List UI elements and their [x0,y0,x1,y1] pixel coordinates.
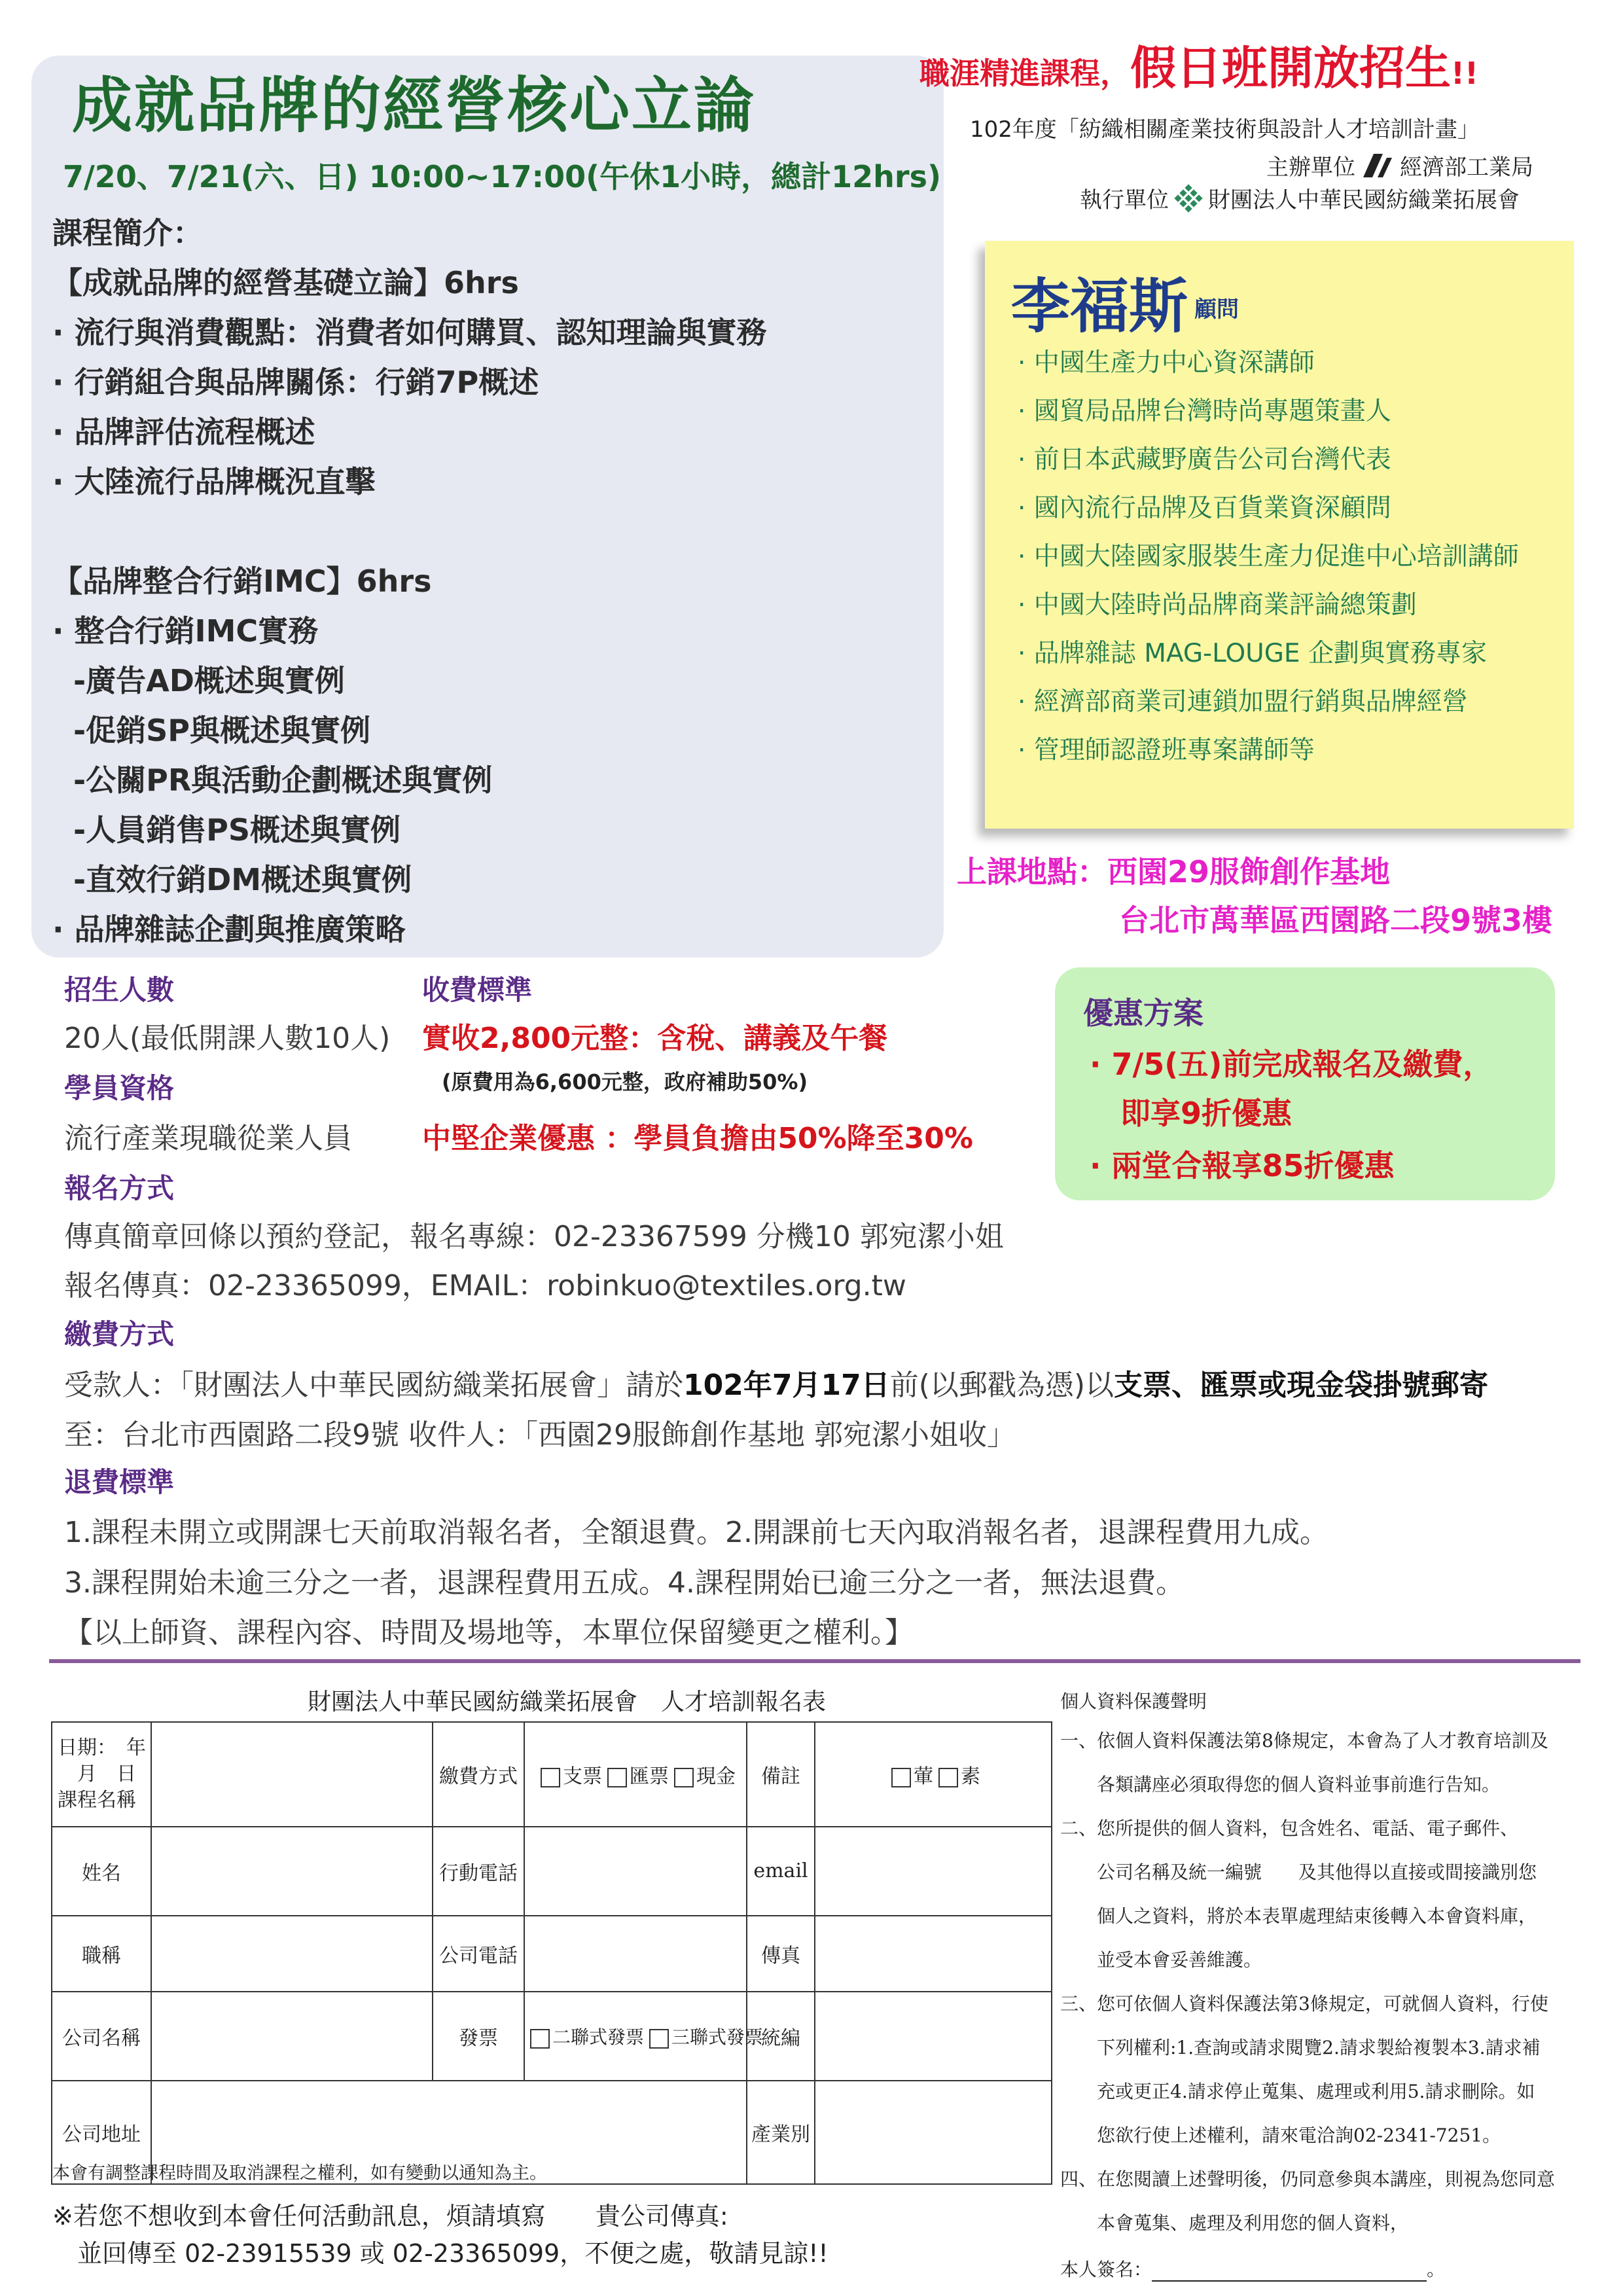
privacy-line: 公司名稱及統一編號 及其他得以直接或間接識別您 [1060,1861,1537,1883]
diet-veg-label: 素 [961,1765,980,1788]
pay-draft-checkbox[interactable] [607,1768,627,1787]
invoice-label: 發票 [433,1992,524,2081]
pay-check-label: 支票 [563,1765,602,1788]
teacher-role: 顧問 [1194,296,1239,323]
payment-postmark: 前(以郵戳為憑)以 [889,1369,1115,1402]
ministry-logo-icon [1361,151,1395,186]
course-name-label: 課程名稱 [58,1788,136,1812]
organizer-line [1266,149,1533,186]
teacher-credentials [1018,339,1519,775]
teacher-credential: · 品牌雜誌 MAG-LOUGE 企劃與實務專家 [1018,639,1487,668]
course-title: 成就品牌的經營核心立論 [72,71,757,141]
privacy-line: 本會蒐集、處理及利用您的個人資料， [1060,2212,1409,2234]
fax-input[interactable] [815,1916,1052,1992]
company-phone-label: 公司電話 [433,1916,524,1992]
course-outline-line: -廣告AD概述與實例 [52,663,345,698]
discount-early-line2: 即享9折優惠 [1120,1096,1293,1131]
course-outline-line: 【品牌整合行銷IMC】6hrs [52,564,432,599]
teacher-credential: · 中國生產力中心資深講師 [1018,348,1315,378]
qualification-label: 學員資格 [64,1072,175,1104]
textile-federation-logo-icon [1174,184,1203,219]
pay-check-checkbox[interactable] [541,1768,560,1787]
mobile-label: 行動電話 [433,1827,524,1916]
invoice-3-label: 三聯式發票 [671,2026,764,2049]
course-outline-line: · 品牌評估流程概述 [52,414,315,450]
pay-draft-label: 匯票 [630,1765,669,1788]
company-address-label: 公司地址 [52,2081,151,2184]
registration-title: 報名方式 [64,1172,175,1204]
payment-deadline: 102年7月17日 [683,1369,890,1402]
course-outline-line: 課程簡介： [52,215,203,251]
recruit-prefix: 職涯精進課程， [919,56,1130,91]
privacy-line: 個人之資料，將於本表單處理結束後轉入本會資料庫， [1060,1905,1537,1927]
diet-meat-checkbox[interactable] [891,1768,911,1787]
organizer-label: 主辦單位 [1266,154,1355,181]
invoice-options [524,1992,764,2081]
payment-line1 [64,1361,1488,1403]
teacher-credential: · 國貿局品牌台灣時尚專題策畫人 [1018,397,1391,426]
company-phone-input[interactable] [524,1916,747,1992]
enroll-count-label: 招生人數 [64,974,175,1006]
job-title-label: 職稱 [52,1916,151,1992]
course-outline-line: · 大陸流行品牌概況直擊 [52,464,376,499]
form-title: 財團法人中華民國紡織業拓展會 人才培訓報名表 [308,1689,827,1715]
privacy-line: 四、在您閱讀上述聲明後，仍同意參與本講座，則視為您同意 [1060,2168,1556,2190]
discount-early-line1: · 7/5(五)前完成報名及繳費， [1090,1047,1493,1082]
company-name-input[interactable] [151,1992,433,2081]
fax-label: 傳真 [747,1916,815,1992]
fee-note: (原費用為6,600元整，政府補助50%) [442,1069,808,1094]
diet-options [815,1722,1052,1827]
registration-fax-email: 報名傳真：02-23365099，EMAIL：robinkuo@textiles.org.tw [64,1269,906,1302]
course-outline-line: · 整合行銷IMC實務 [52,613,319,649]
course-outline-line: -公關PR與活動企劃概述與實例 [52,762,493,798]
teacher-credential: · 管理師認證班專案講師等 [1018,736,1315,765]
mobile-input[interactable] [524,1827,747,1916]
privacy-line: 充或更正4.請求停止蒐集、處理或利用5.請求刪除。如 [1060,2081,1535,2102]
course-outline-line: -促銷SP與概述與實例 [52,713,370,748]
job-title-input[interactable] [151,1916,433,1992]
signature-field[interactable] [1152,2261,1427,2282]
signature-end: 。 [1427,2259,1446,2280]
plan-name: 102年度「紡織相關產業技術與設計人才培訓計畫」 [970,117,1480,143]
venue-name: 上課地點：西園29服飾創作基地 [957,854,1391,889]
industry-label: 產業別 [747,2081,815,2184]
executor-line [1080,182,1520,219]
invoice-2-checkbox[interactable] [530,2029,550,2049]
discount-combo: · 兩堂合報享85折優惠 [1090,1148,1395,1183]
teacher-credential: · 經濟部商業司連鎖加盟行銷與品牌經營 [1018,687,1468,717]
course-outline-line: -人員銷售PS概述與實例 [52,812,401,848]
diet-veg-checkbox[interactable] [938,1768,958,1787]
refund-title: 退費標準 [64,1466,175,1498]
pay-method-options [524,1722,747,1827]
company-name-label: 公司名稱 [52,1992,151,2081]
email-label: email [747,1827,815,1916]
payment-address: 至：台北市西園路二段9號 收件人：「西園29服飾創作基地 郭宛潔小姐收」 [64,1418,1016,1452]
payment-payee: 受款人：「財團法人中華民國紡織業拓展會」請於 [64,1369,683,1402]
fee-label: 收費標準 [422,974,533,1006]
unsubscribe-line1: ※若您不想收到本會任何活動訊息，煩請填寫 貴公司傳真: [52,2202,728,2231]
privacy-line: 三、您可依個人資料保護法第3條規定，可就個人資料，行使 [1060,1993,1548,2015]
privacy-line: 並受本會妥善維護。 [1060,1949,1262,1971]
pay-method-label: 繳費方式 [433,1722,524,1827]
refund-disclaimer: 【以上師資、課程內容、時間及場地等，本單位保留變更之權利。】 [64,1616,914,1649]
refund-line1: 1.課程未開立或開課七天前取消報名者，全額退費。2.開課前七天內取消報名者，退課程費用九成。 [64,1516,1329,1549]
privacy-line: 各類講座必須取得您的個人資料並事前進行告知。 [1060,1774,1501,1795]
qualification-value: 流行產業現職從業人員 [64,1122,352,1155]
privacy-title: 個人資料保護聲明 [1060,1691,1207,1712]
teacher-credential: · 前日本武藏野廣告公司台灣代表 [1018,445,1391,475]
signature-row [1060,2255,1445,2282]
course-outline-line: 【成就品牌的經營基礎立論】6hrs [52,265,519,300]
name-label: 姓名 [52,1827,151,1916]
registration-form-table [51,1721,1052,2185]
refund-line2: 3.課程開始未逾三分之一者，退課程費用五成。4.課程開始已逾三分之一者，無法退費。 [64,1566,1185,1600]
teacher-name: 李福斯 [1011,272,1188,341]
privacy-line: 下列權利:1.查詢或請求閱覽2.請求製給複製本3.請求補 [1060,2037,1541,2058]
organizer-name: 經濟部工業局 [1400,154,1533,181]
recruit-main: 假日班開放招生 [1130,41,1451,95]
fee-value: 實收2,800元整：含稅、講義及午餐 [422,1022,888,1055]
email-input[interactable] [815,1827,1052,1916]
payment-title: 繳費方式 [64,1318,175,1350]
industry-input[interactable] [815,2081,1052,2184]
remark-label: 備註 [747,1722,815,1827]
date-course-cell [52,1722,151,1827]
unsubscribe-line2: 並回傳至 02-23915539 或 02-23365099，不便之處，敬請見諒!! [77,2239,829,2268]
teacher-credential: · 中國大陸時尚品牌商業評論總策劃 [1018,590,1417,620]
section-divider [49,1659,1580,1663]
privacy-line: 二、您所提供的個人資料，包含姓名、電話、電子郵件、 [1060,1818,1519,1839]
course-outline [52,208,929,954]
pay-cash-label: 現金 [696,1765,736,1788]
recruit-headline [919,31,1478,98]
enroll-count-value: 20人(最低開課人數10人) [64,1022,391,1055]
course-outline-line [52,507,929,556]
privacy-line: 一、依個人資料保護法第8條規定，本會為了人才教育培訓及 [1060,1730,1548,1751]
name-input[interactable] [151,1827,433,1916]
month-day-label: 月 日 [58,1762,136,1785]
pay-cash-checkbox[interactable] [674,1768,694,1787]
executor-label: 執行單位 [1080,187,1169,213]
teacher-credential: · 中國大陸國家服裝生產力促進中心培訓講師 [1018,542,1519,571]
teacher-credential: · 國內流行品牌及百貨業資深顧問 [1018,493,1391,523]
course-time: 7/20、7/21(六、日) 10:00~17:00(午休1小時，總計12hrs) [63,159,941,194]
registration-phone: 傳真簡章回條以預約登記，報名專線：02-23367599 分機10 郭宛潔小姐 [64,1220,1004,1253]
tax-id-input[interactable] [815,1992,1052,2081]
invoice-2-label: 二聯式發票 [552,2026,645,2049]
executor-name: 財團法人中華民國紡織業拓展會 [1208,187,1520,213]
form-note: 本會有調整課程時間及取消課程之權利，如有變動以通知為主。 [52,2163,547,2183]
recruit-suffix: !! [1451,56,1478,91]
course-outline-line: -直效行銷DM概述與實例 [52,862,412,897]
discount-title: 優惠方案 [1083,996,1204,1031]
diet-meat-label: 葷 [914,1765,933,1788]
course-outline-line: · 流行與消費觀點：消費者如何購買、認知理論與實務 [52,315,767,350]
invoice-3-checkbox[interactable] [649,2029,669,2049]
fee-sme-discount: 中堅企業優惠 ：學員負擔由50%降至30% [422,1122,973,1155]
signature-label: 本人簽名： [1060,2259,1152,2280]
tax-id-label: 統編 [747,1992,815,2081]
venue-address: 台北市萬華區西園路二段9號3樓 [1119,903,1553,938]
course-outline-line: · 品牌雜誌企劃與推廣策略 [52,912,406,947]
payment-method: 支票、匯票或現金袋掛號郵寄 [1114,1369,1489,1402]
course-name-input[interactable] [151,1722,433,1827]
course-outline-line: · 行銷組合與品牌關係：行銷7P概述 [52,365,539,400]
date-label: 日期： 年 [58,1736,146,1759]
privacy-line: 您欲行使上述權利，請來電洽詢02-2341-7251。 [1060,2125,1501,2146]
